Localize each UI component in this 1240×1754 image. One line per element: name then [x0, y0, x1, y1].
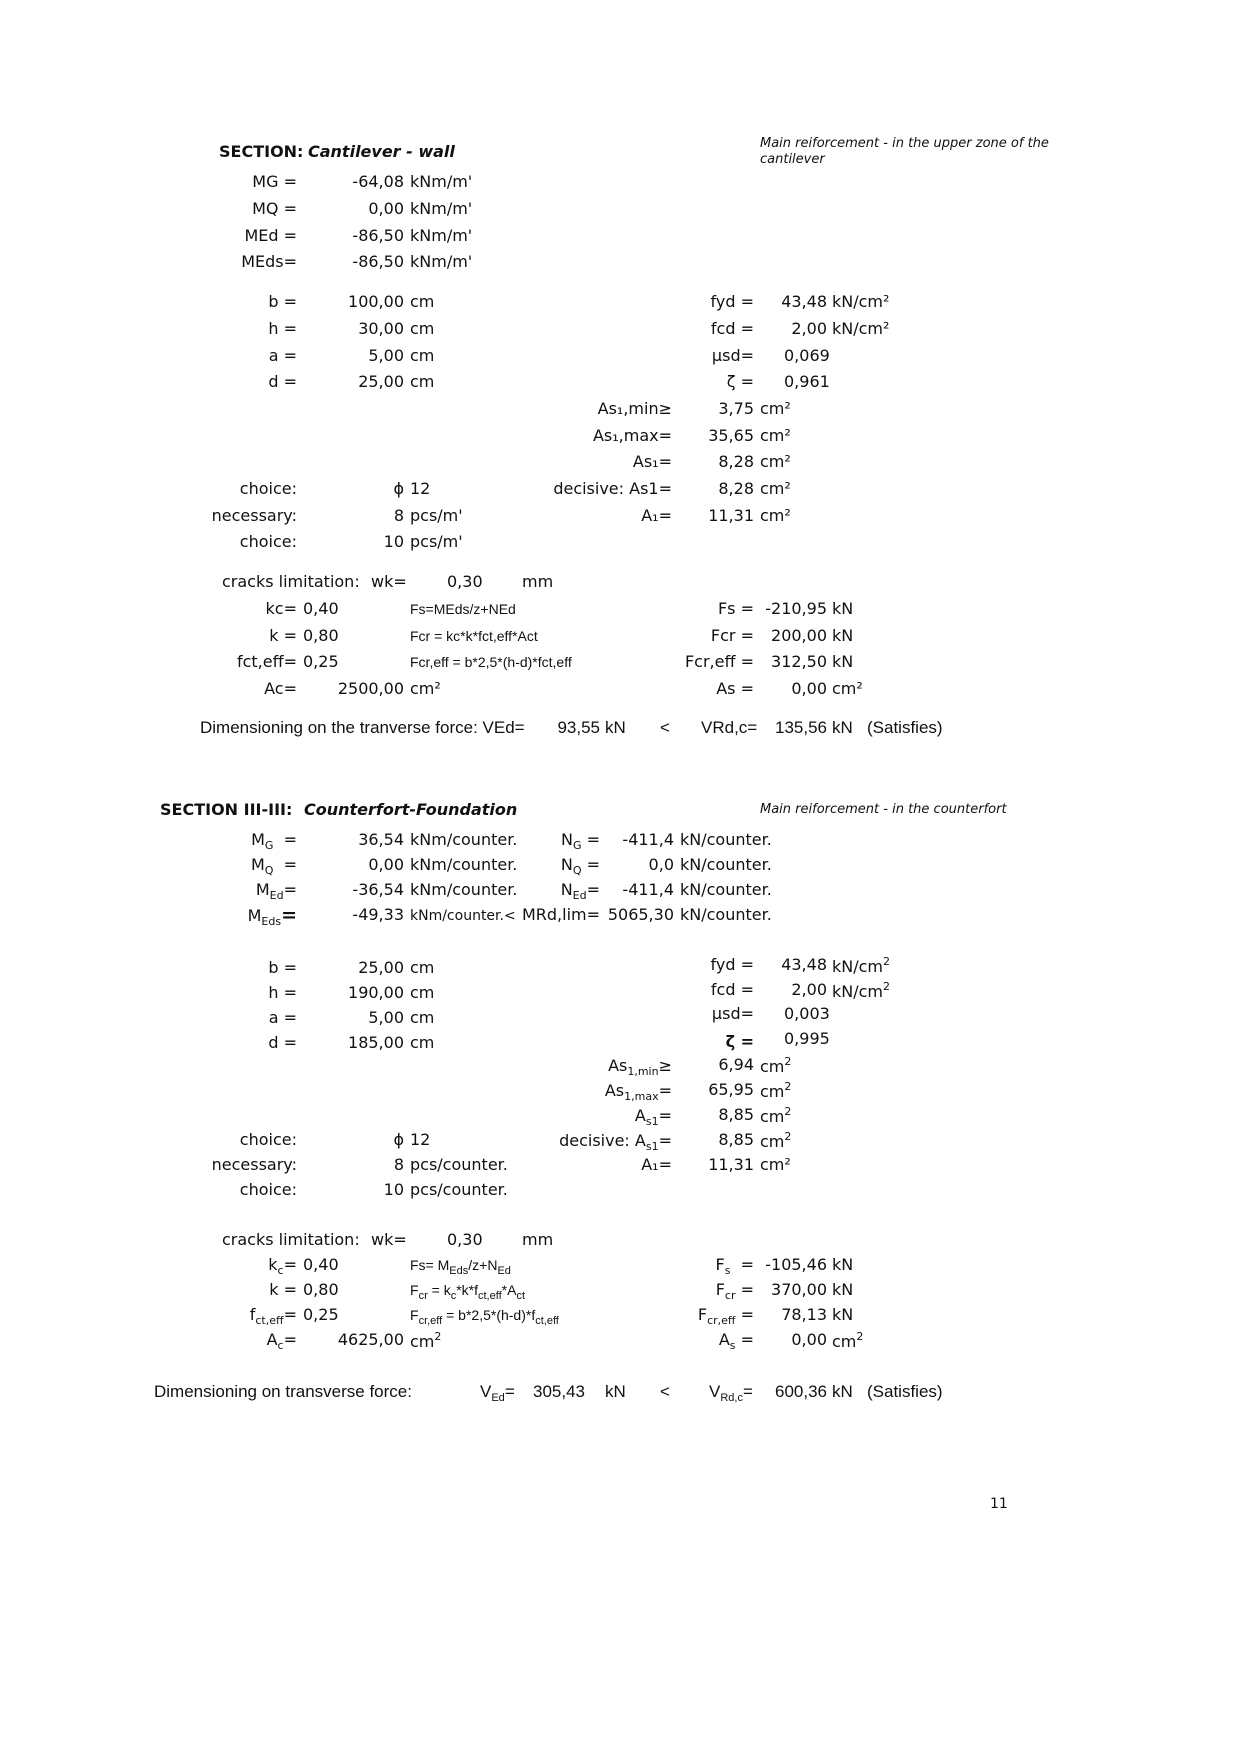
s1-geom-value: 30,00 [358, 319, 404, 338]
diameter-icon: ϕ [393, 1130, 404, 1149]
s1-crack-param-value: 0,80 [303, 626, 339, 645]
s1-bar-value: 8 [393, 506, 404, 525]
s2-geom-label: h = [268, 983, 297, 1002]
s1-moment-label: MEds= [241, 252, 297, 271]
page-number: 11 [990, 1496, 1008, 1512]
s2-crack-result-label: $A_s$ = [718, 1330, 754, 1352]
s1-crack-result-label: Fcr,eff = [684, 652, 754, 671]
s1-area-label: As₁= [632, 452, 672, 471]
s1-moment-unit: kNm/m' [410, 199, 473, 218]
s2-crack-param-value: 0,25 [303, 1305, 339, 1324]
s1-ac-label: Ac= [264, 679, 297, 698]
s1-ved-unit: kN [605, 718, 626, 737]
s2-crack-param-value: 0,80 [303, 1280, 339, 1299]
s2-formula-fs: $Fs= M_{Eds}/z+N_{Ed}$ [410, 1257, 511, 1277]
s1-moment-value: -86,50 [352, 252, 404, 271]
s1-crack-param-value: 0,40 [303, 599, 339, 618]
s2-bar-label: choice: [239, 1130, 297, 1149]
s2-crack-result-value: 0,00 [791, 1330, 827, 1349]
s2-vrd-label: $V_{Rd,c}=$ [709, 1382, 753, 1404]
s2-crack-param-label: k = [269, 1280, 297, 1299]
s2-moment-value: 36,54 [358, 830, 404, 849]
s1-bar-unit: pcs/m' [410, 532, 463, 551]
s1-geom-label: b = [268, 292, 297, 311]
s2-area-unit: $cm^2$ [760, 1055, 792, 1076]
s2-normal-value: -411,4 [622, 880, 674, 899]
s2-area-unit: $cm^2$ [760, 1130, 792, 1151]
s2-bar-label: choice: [239, 1180, 297, 1199]
s2-mat-value: 43,48 [781, 955, 827, 974]
s1-moment-unit: kNm/m' [410, 226, 473, 245]
s1-geom-value: 5,00 [368, 346, 404, 365]
s1-wk-value: 0,30 [447, 572, 483, 591]
s1-geom-unit: cm [410, 346, 435, 365]
s1-crack-result-unit: cm² [832, 679, 863, 698]
s2-crack-result-unit: kN [832, 1305, 854, 1324]
s1-status: (Satisfies) [867, 718, 943, 737]
s2-mat-label: ζ = [725, 1032, 754, 1051]
s2-area-label: $A_{s1}=$ [634, 1106, 672, 1128]
s2-moment-value: 0,00 [368, 855, 404, 874]
s1-area-value: 3,75 [718, 399, 754, 418]
s1-mat-unit: kN/cm² [832, 319, 890, 338]
s2-crack-result-value: 370,00 [771, 1280, 827, 1299]
s2-mat-unit: $kN/cm^2$ [832, 980, 891, 1001]
s1-mat-value: 43,48 [781, 292, 827, 311]
s1-area-label: As₁,max= [592, 426, 672, 445]
s1-formula: Fcr = kc*k*fct,eff*Act [410, 628, 538, 644]
s1-crack-result-label: As = [716, 679, 754, 698]
s2-wk-unit: mm [522, 1230, 554, 1249]
s1-crack-result-unit: kN [832, 599, 854, 618]
s1-crack-result-label: Fcr = [710, 626, 754, 645]
section1-label: SECTION: [219, 142, 304, 161]
s2-bar-value: 8 [393, 1155, 404, 1174]
s1-area-unit: cm² [760, 452, 791, 471]
s1-mat-label: µsd= [711, 346, 754, 365]
s2-geom-unit: cm [410, 983, 435, 1002]
s2-ved-label: $V_{Ed}=$ [480, 1382, 515, 1404]
s2-normal-unit: kN/counter. [680, 830, 772, 849]
s2-area-label: decisive: $A_{s1}=$ [559, 1131, 672, 1153]
s2-bar-value: 10 [383, 1180, 404, 1199]
s2-geom-value: 5,00 [368, 1008, 404, 1027]
s2-mat-value: 2,00 [791, 980, 827, 999]
s2-area-unit: $cm^2$ [760, 1105, 792, 1126]
s2-ved-unit: kN [605, 1382, 626, 1401]
s2-area-label: A₁= [641, 1155, 672, 1174]
s2-mat-value: 0,003 [784, 1004, 830, 1023]
s2-area-value: 65,95 [708, 1080, 754, 1099]
s1-crack-result-value: 312,50 [771, 652, 827, 671]
s2-crack-result-unit: kN [832, 1280, 854, 1299]
s2-area-unit: cm² [760, 1155, 791, 1174]
s2-crack-result-label: $F_{cr,eff}$ = [697, 1305, 754, 1327]
s1-moment-unit: kNm/m' [410, 252, 473, 271]
s2-normal-label: $N_G$ = [561, 830, 600, 852]
section2-note: Main reiforcement - in the counterfort [760, 802, 1007, 817]
s1-ved-value: 93,55 [557, 718, 600, 737]
s1-moment-value: 0,00 [368, 199, 404, 218]
s2-bar-unit: pcs/counter. [410, 1180, 508, 1199]
s2-ved-value: 305,43 [533, 1382, 585, 1401]
s1-ac-value: 2500,00 [337, 679, 404, 698]
s1-area-label: A₁= [641, 506, 672, 525]
s1-lt-sign: < [660, 718, 670, 737]
s2-normal-label: $N_Q$ = [560, 855, 600, 877]
s1-crack-result-value: 200,00 [771, 626, 827, 645]
s1-mat-value: 2,00 [791, 319, 827, 338]
s1-crack-param-label: k = [269, 626, 297, 645]
s2-crack-param-value: 0,40 [303, 1255, 339, 1274]
s2-status: (Satisfies) [867, 1382, 943, 1401]
s1-crack-result-value: 0,00 [791, 679, 827, 698]
s2-moment-unit: kNm/counter. [410, 855, 518, 874]
s2-crack-param-label: $k_c=$ [268, 1255, 297, 1277]
s2-mat-label: µsd= [711, 1004, 754, 1023]
s1-geom-unit: cm [410, 319, 435, 338]
s1-bar-unit: pcs/m' [410, 506, 463, 525]
s1-geom-unit: cm [410, 292, 435, 311]
s1-moment-label: MEd = [244, 226, 297, 245]
s2-mrdlim-label: MRd,lim= [521, 905, 600, 924]
s1-vrd-value: 135,56 [775, 718, 827, 737]
s1-ac-unit: cm² [410, 679, 441, 698]
s2-moment-unit: kNm/counter. [410, 830, 518, 849]
s1-moment-value: -86,50 [352, 226, 404, 245]
s1-area-unit: cm² [760, 399, 791, 418]
s1-crack-result-unit: kN [832, 652, 854, 671]
section1-note-line1: Main reiforcement - in the upper zone of the [760, 136, 1049, 151]
s2-mrdlim-unit: kN/counter. [680, 905, 772, 924]
s2-geom-value: 185,00 [348, 1033, 404, 1052]
s2-normal-unit: kN/counter. [680, 880, 772, 899]
section2-name: Counterfort-Foundation [304, 800, 518, 819]
s1-vrd-unit: kN [832, 718, 853, 737]
s2-mat-label: fcd = [710, 980, 754, 999]
s2-area-label: $As_{1,max}=$ [604, 1081, 672, 1103]
s1-crack-param-value: 0,25 [303, 652, 339, 671]
s2-area-value: 6,94 [718, 1055, 754, 1074]
s2-bar-label: necessary: [211, 1155, 297, 1174]
s2-wk-label: wk= [371, 1230, 407, 1249]
diameter-icon: ϕ [393, 479, 404, 498]
s2-geom-label: d = [268, 1033, 297, 1052]
s2-normal-value: 0,0 [648, 855, 674, 874]
s1-crack-param-label: fct,eff= [236, 652, 297, 671]
s1-bar-unit: 12 [410, 479, 431, 498]
s1-area-value: 11,31 [708, 506, 754, 525]
section1-name: Cantilever - wall [308, 142, 455, 161]
s1-geom-label: h = [268, 319, 297, 338]
s2-moment-value: -49,33 [352, 905, 404, 924]
s2-geom-value: 25,00 [358, 958, 404, 977]
s1-geom-label: d = [268, 372, 297, 391]
s2-moment-label: $M_Q$ = [250, 855, 297, 877]
s1-bar-value: 10 [383, 532, 404, 551]
s1-crack-result-value: -210,95 [765, 599, 827, 618]
s2-moment-label: $M_{Eds}=$ [247, 904, 297, 928]
s1-mat-label: fcd = [710, 319, 754, 338]
s2-geom-unit: cm [410, 958, 435, 977]
s1-mat-value: 0,069 [784, 346, 830, 365]
s2-geom-unit: cm [410, 1033, 435, 1052]
s1-geom-value: 100,00 [348, 292, 404, 311]
s2-area-value: 11,31 [708, 1155, 754, 1174]
s2-normal-unit: kN/counter. [680, 855, 772, 874]
s1-bar-label: choice: [239, 532, 297, 551]
s1-crack-param-label: kc= [265, 599, 297, 618]
section2-label: SECTION III-III: [160, 800, 293, 819]
s2-cracks-label: cracks limitation: [222, 1230, 360, 1249]
s2-bar-unit: 12 [410, 1130, 431, 1149]
s1-bar-label: choice: [239, 479, 297, 498]
s2-area-value: 8,85 [718, 1105, 754, 1124]
s1-mat-label: ζ = [726, 372, 754, 391]
s2-bar-unit: pcs/counter. [410, 1155, 508, 1174]
s2-moment-unit: kNm/counter.< [410, 908, 516, 924]
s1-moment-label: MG = [252, 172, 297, 191]
s1-cracks-label: cracks limitation: [222, 572, 360, 591]
s2-formula-fcr: $F_{cr} = k_c*k*f_{ct,eff}*A_{ct}$ [410, 1282, 526, 1302]
s2-crack-param-label: $f_{ct,eff}=$ [249, 1305, 297, 1327]
s2-crack-result-value: -105,46 [765, 1255, 827, 1274]
s1-moment-unit: kNm/m' [410, 172, 473, 191]
s2-ac-label: $A_c=$ [266, 1330, 297, 1352]
s2-geom-unit: cm [410, 1008, 435, 1027]
s2-normal-value: -411,4 [622, 830, 674, 849]
s2-area-unit: $cm^2$ [760, 1080, 792, 1101]
s2-shear-text: Dimensioning on transverse force: [154, 1382, 412, 1401]
s1-mat-value: 0,961 [784, 372, 830, 391]
s2-normal-label: $N_{Ed}=$ [560, 880, 600, 902]
s1-crack-result-unit: kN [832, 626, 854, 645]
s2-mat-unit: $kN/cm^2$ [832, 955, 891, 976]
s2-mat-value: 0,995 [784, 1029, 830, 1048]
s1-moment-value: -64,08 [352, 172, 404, 191]
s2-geom-label: a = [268, 1008, 297, 1027]
s1-area-unit: cm² [760, 426, 791, 445]
s1-wk-unit: mm [522, 572, 554, 591]
s1-shear-text: Dimensioning on the tranverse force: VEd= [200, 718, 525, 737]
s2-mat-label: fyd = [710, 955, 754, 974]
s1-crack-result-label: Fs = [717, 599, 754, 618]
s2-wk-value: 0,30 [447, 1230, 483, 1249]
s2-vrd-unit: kN [832, 1382, 853, 1401]
s1-formula: Fcr,eff = b*2,5*(h-d)*fct,eff [410, 654, 572, 670]
s1-bar-label: necessary: [211, 506, 297, 525]
s2-vrd-value: 600,36 [775, 1382, 827, 1401]
s2-crack-result-label: $F_{cr}$ = [715, 1280, 754, 1302]
s2-crack-result-unit: $cm^2$ [832, 1330, 864, 1351]
s2-moment-label: $M_{Ed}=$ [255, 880, 297, 902]
s2-moment-unit: kNm/counter. [410, 880, 518, 899]
s2-area-value: 8,85 [718, 1130, 754, 1149]
s1-area-value: 35,65 [708, 426, 754, 445]
s1-geom-unit: cm [410, 372, 435, 391]
s2-crack-result-label: $F_s$ = [715, 1255, 754, 1277]
s1-moment-label: MQ = [252, 199, 297, 218]
s1-area-label: As₁,min≥ [597, 399, 672, 418]
s1-area-label: decisive: As1= [553, 479, 672, 498]
s1-area-unit: cm² [760, 506, 791, 525]
s2-formula-fcreff: $F_{cr,eff} = b*2,5*(h-d)*f_{ct,eff}$ [410, 1307, 559, 1327]
s1-formula: Fs=MEds/z+NEd [410, 601, 516, 617]
s1-geom-value: 25,00 [358, 372, 404, 391]
s1-mat-label: fyd = [710, 292, 754, 311]
s2-crack-result-value: 78,13 [781, 1305, 827, 1324]
s1-vrd-label: VRd,c= [701, 718, 758, 737]
s2-lt-sign: < [660, 1382, 670, 1401]
s1-area-unit: cm² [760, 479, 791, 498]
s2-moment-label: $M_G$ = [251, 830, 297, 852]
s2-ac-value: 4625,00 [337, 1330, 404, 1349]
section1-note-line2: cantilever [760, 152, 825, 167]
s1-wk-label: wk= [371, 572, 407, 591]
s2-mrdlim-value: 5065,30 [607, 905, 674, 924]
s1-mat-unit: kN/cm² [832, 292, 890, 311]
s2-moment-value: -36,54 [352, 880, 404, 899]
s2-ac-unit: $cm^2$ [410, 1330, 442, 1351]
s2-area-label: $As_{1,min}\ge$ [608, 1056, 672, 1078]
s2-geom-value: 190,00 [348, 983, 404, 1002]
s1-area-value: 8,28 [718, 452, 754, 471]
s2-crack-result-unit: kN [832, 1255, 854, 1274]
s2-geom-label: b = [268, 958, 297, 977]
s1-geom-label: a = [268, 346, 297, 365]
s1-area-value: 8,28 [718, 479, 754, 498]
